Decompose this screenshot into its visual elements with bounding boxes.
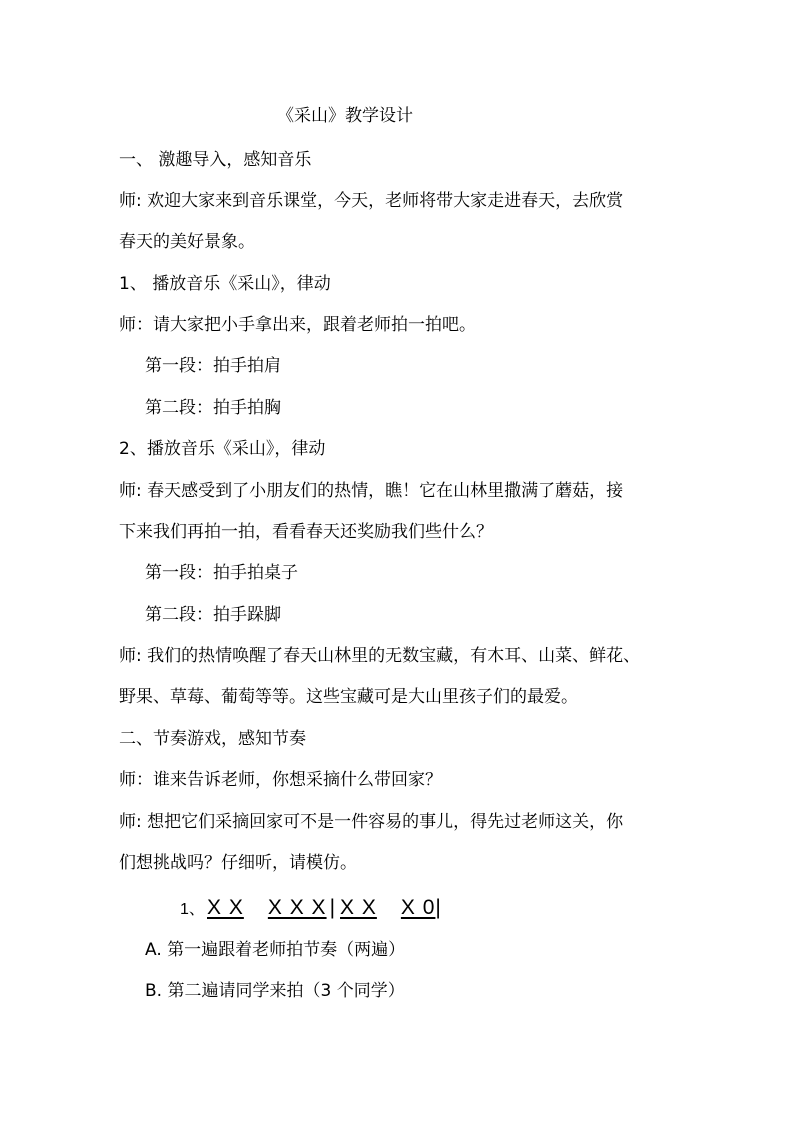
rhythm-pattern (180, 894, 441, 924)
list-item-heading: 2、播放音乐《采山》，律动 (119, 439, 326, 459)
list-item-heading: 1、 播放音乐《采山》，律动 (119, 274, 331, 294)
paragraph-line: 下来我们再拍一拍，看看春天还奖励我们些什么？ (119, 522, 493, 542)
indented-line: 第一段：拍手拍桌子 (145, 563, 298, 583)
paragraph-line: 师: 欢迎大家来到音乐课堂，今天，老师将带大家走进春天，去欣赏 (119, 191, 624, 211)
indented-line: 第二段：拍手拍胸 (145, 398, 281, 418)
paragraph-line: 师: 春天感受到了小朋友们的热情，瞧！它在山林里撒满了蘑菇，接 (119, 481, 624, 501)
paragraph-line: 师：谁来告诉老师，你想采摘什么带回家？ (119, 770, 442, 790)
heading-section-2: 二、节奏游戏，感知节奏 (119, 729, 306, 749)
paragraph-line: 师: 我们的热情唤醒了春天山林里的无数宝藏，有木耳、山菜、鲜花、 (119, 646, 641, 666)
heading-section-1: 一、 激趣导入，感知音乐 (119, 150, 312, 170)
rhythm-group: X X (340, 896, 377, 919)
rhythm-group: X X X (267, 896, 327, 919)
list-item-b: B. 第二遍请同学来拍（3 个同学） (145, 981, 405, 1001)
paragraph-line: 春天的美好景象。 (119, 232, 255, 252)
bar-line: | (329, 896, 336, 919)
document-title: 《采山》教学设计 (277, 106, 413, 126)
list-item-a: A. 第一遍跟着老师拍节奏（两遍） (145, 940, 406, 960)
indented-line: 第二段：拍手跺脚 (145, 605, 281, 625)
paragraph-line: 师: 想把它们采摘回家可不是一件容易的事儿，得先过老师这关，你 (119, 812, 624, 832)
paragraph-line: 们想挑战吗？仔细听，请模仿。 (119, 853, 357, 873)
indented-line: 第一段：拍手拍肩 (145, 356, 281, 376)
rhythm-group: X 0 (400, 896, 436, 919)
bar-line: | (435, 896, 441, 919)
rhythm-group: X X (207, 896, 244, 919)
paragraph-line: 师：请大家把小手拿出来，跟着老师拍一拍吧。 (119, 315, 476, 335)
paragraph-line: 野果、草莓、葡萄等等。这些宝藏可是大山里孩子们的最爱。 (119, 687, 578, 707)
rhythm-index: 1、 (180, 901, 205, 918)
